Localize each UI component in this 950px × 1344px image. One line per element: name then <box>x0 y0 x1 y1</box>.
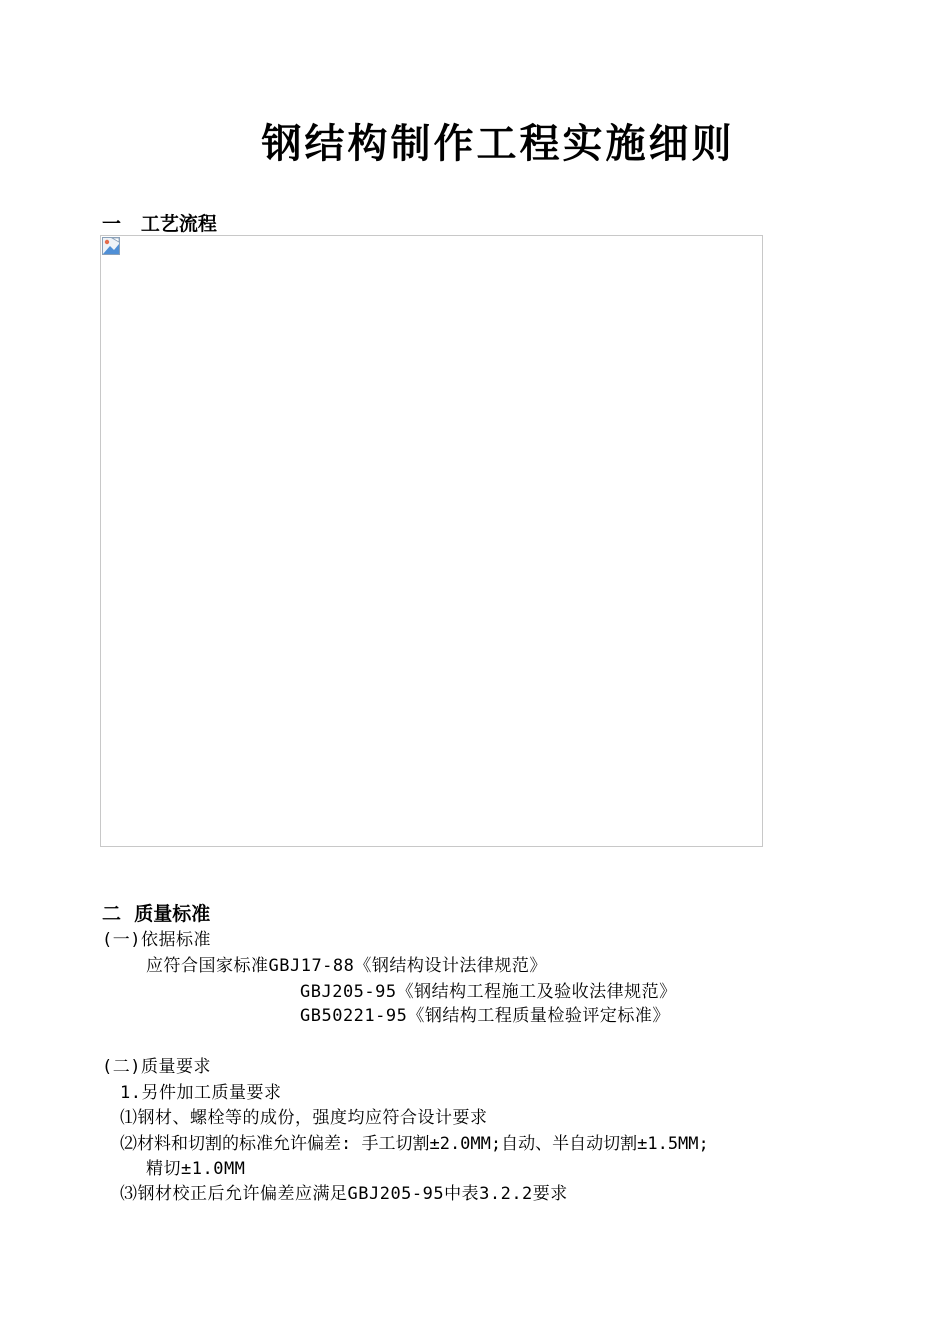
process-flow-image <box>100 235 763 847</box>
requirement-item-1: ⑴钢材、螺栓等的成份，强度均应符合设计要求 <box>120 1108 488 1128</box>
requirement-item-3: ⑶钢材校正后允许偏差应满足GBJ205-95中表3.2.2要求 <box>120 1184 568 1204</box>
item-parts-processing-heading: 1.另件加工质量要求 <box>120 1083 282 1103</box>
broken-image-icon <box>102 237 120 255</box>
standard-line-1: 应符合国家标准GBJ17-88《钢结构设计法律规范》 <box>146 956 547 976</box>
standard-line-2: GBJ205-95《钢结构工程施工及验收法律规范》 <box>300 982 677 1002</box>
subheading-basis-standards: (一)依据标准 <box>102 930 211 950</box>
requirement-item-2-continued: 精切±1.0MM <box>146 1159 246 1179</box>
section-heading-process-flow: 一 工艺流程 <box>102 213 217 235</box>
section-heading-quality-standard: 二 质量标准 <box>102 903 211 925</box>
standard-line-3: GB50221-95《钢结构工程质量检验评定标准》 <box>300 1006 670 1026</box>
requirement-item-2: ⑵材料和切割的标准允许偏差: 手工切割±2.0MM;自动、半自动切割±1.5MM; <box>120 1134 709 1154</box>
subheading-quality-requirements: (二)质量要求 <box>102 1057 211 1077</box>
page-title: 钢结构制作工程实施细则 <box>261 121 735 167</box>
